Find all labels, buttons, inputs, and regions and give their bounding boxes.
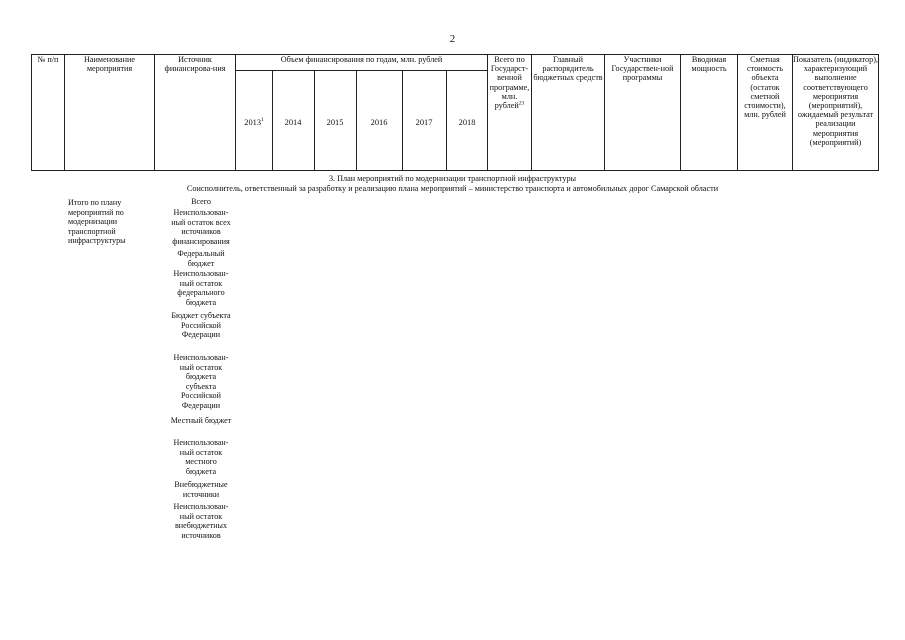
header-total xyxy=(488,55,531,110)
col-line xyxy=(878,54,879,171)
year-2015: 2015 xyxy=(326,118,344,127)
year-2014: 2014 xyxy=(284,118,302,127)
col-line xyxy=(235,54,236,171)
year-2017: 2017 xyxy=(415,118,433,127)
col-line xyxy=(31,54,32,171)
header-num: № п/п xyxy=(37,55,59,64)
header-participants: Участники Государствен-ной программы xyxy=(611,55,674,83)
header-name: Наименование мероприятия xyxy=(83,55,135,74)
row-source: Всего xyxy=(191,197,211,206)
col-line xyxy=(531,54,532,171)
col-line xyxy=(604,54,605,171)
row-source: Местный бюджет xyxy=(170,416,232,425)
col-line xyxy=(272,70,273,171)
header-total-footnote: 23 xyxy=(518,100,525,107)
header-total-text: Всего по Государст-венной программе, млн. рублей xyxy=(489,55,530,111)
year-label: 2013 xyxy=(244,118,261,127)
item-title: Итого по плану мероприятий по модернизации транспортной инфраструктуры xyxy=(68,198,126,246)
year-footnote: 1 xyxy=(261,117,264,124)
row-source: Федеральный бюджет xyxy=(177,249,225,268)
col-line xyxy=(446,70,447,171)
header-bottom-line xyxy=(31,170,878,171)
header-indicator: Показатель (индикатор), характеризующий выполнение соответствующего мероприятия (мероприятий), ожидаемый результат реализации мероприятия (мероприятий) xyxy=(793,55,878,147)
header-source: Источник финансирова-ния xyxy=(164,55,226,74)
header-funding-title: Объем финансирования по годам, млн. рублей xyxy=(280,55,443,64)
row-source: Неиспользован-ный остаток всех источников финансирования xyxy=(171,208,231,246)
row-source: Неиспользован-ный остаток местного бюджета xyxy=(173,438,229,476)
header-capacity: Вводимая мощность xyxy=(691,55,727,74)
year-2018: 2018 xyxy=(458,118,476,127)
row-source: Бюджет субъекта Российской Федерации xyxy=(171,311,231,340)
row-source: Неиспользован-ный остаток федерального бюджета xyxy=(173,269,229,307)
section-title: 3. План мероприятий по модернизации транспортной инфраструктуры xyxy=(328,174,577,183)
col-line xyxy=(314,70,315,171)
col-line xyxy=(154,54,155,171)
col-line xyxy=(356,70,357,171)
year-2013 xyxy=(239,118,269,127)
col-line xyxy=(402,70,403,171)
page-number: 2 xyxy=(449,33,456,45)
section-subtitle: Соисполнитель, ответственный за разработку и реализацию плана мероприятий – министерство транспорта и автомобильных дорог Самарской области xyxy=(186,184,719,193)
header-estimate: Сметная стоимость объекта (остаток сметной стоимости), млн. рублей xyxy=(744,55,786,120)
row-source: Неиспользован-ный остаток внебюджетных источников xyxy=(173,502,229,540)
year-2016: 2016 xyxy=(370,118,388,127)
header-manager: Главный распорядитель бюджетных средств xyxy=(533,55,603,83)
row-source: Неиспользован-ный остаток бюджета субъекта Российской Федерации xyxy=(173,353,229,410)
row-source: Внебюджетные источники xyxy=(174,480,228,499)
